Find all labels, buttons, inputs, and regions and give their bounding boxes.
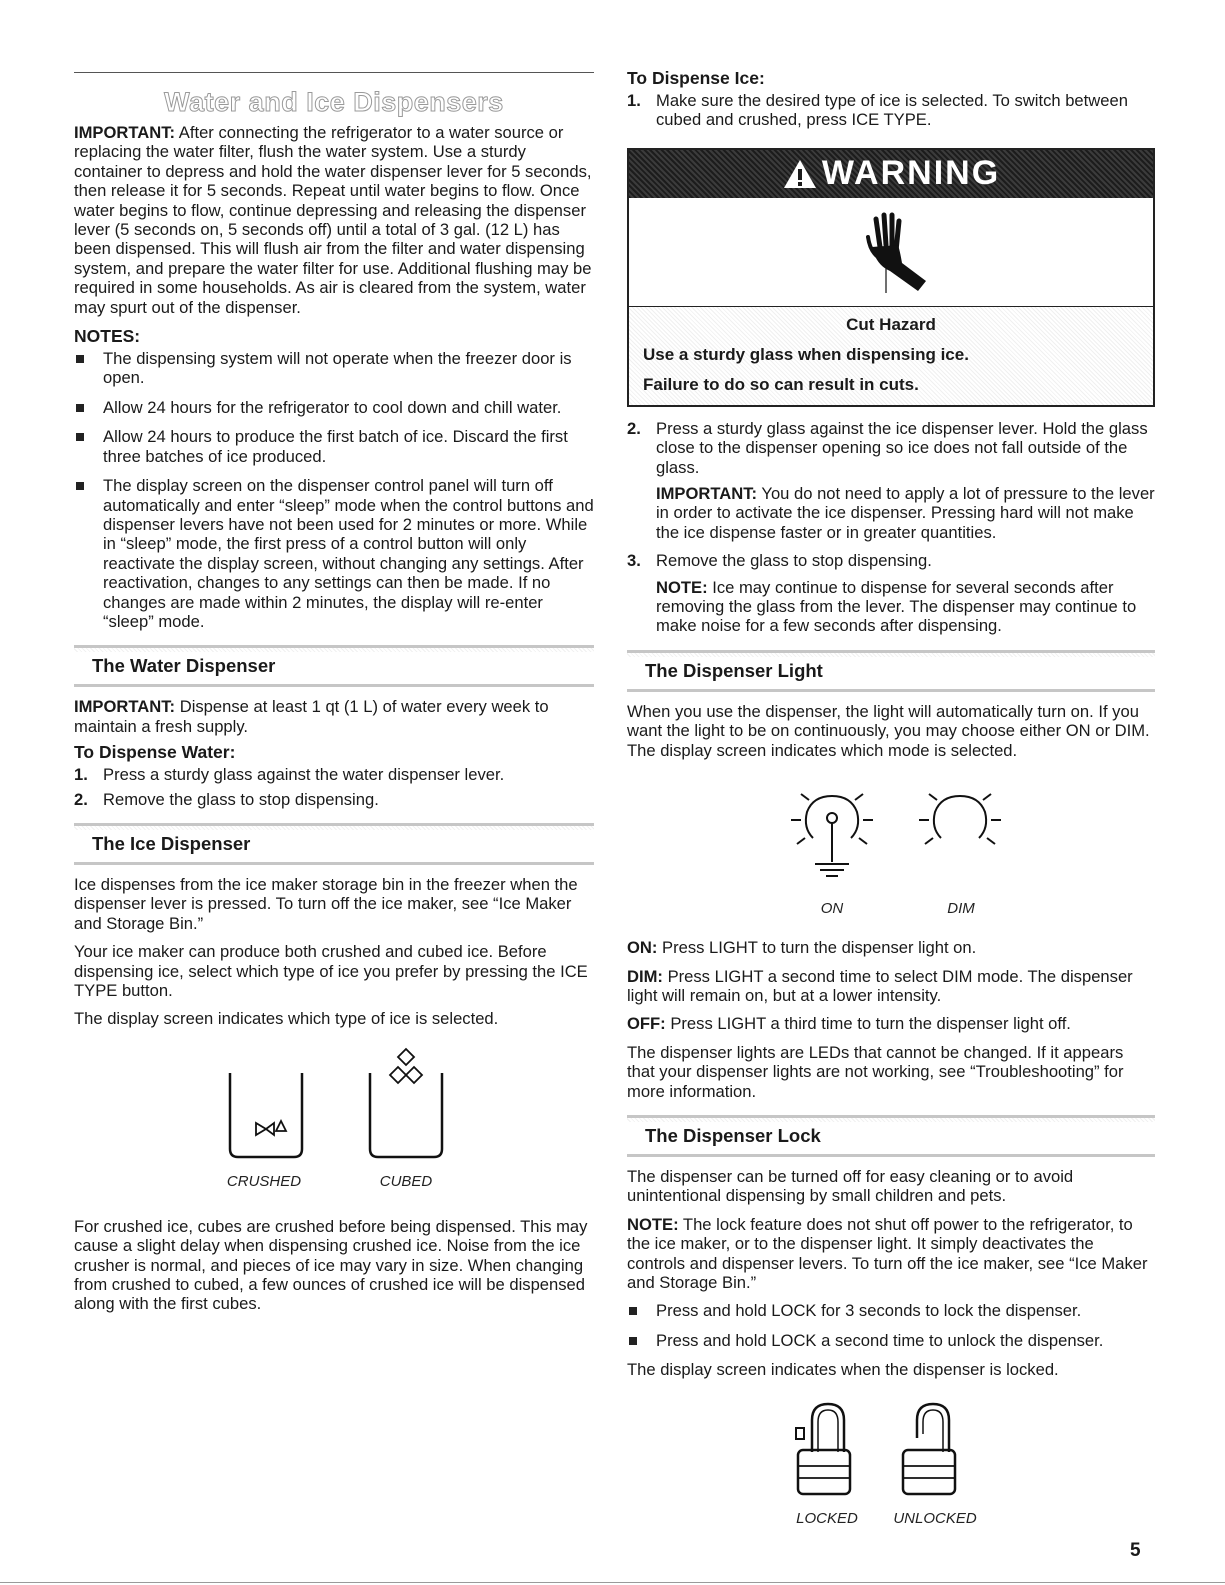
light-paragraph-1: When you use the dispenser, the light will automatically turn on. If you want the light to be on continuously, you may choose either ON or DIM. The display screen indicates which mode is selected. [627,701,1150,760]
list-item: The display screen on the dispenser control panel will turn off automatically and enter “sleep” mode when the control buttons and dispenser levers have not been used for 2 minutes or more. While in “sleep” mode, the first press of a control button will only reactivate the display screen, without changing any settings. After reactivation, changes to any settings can then be made. If no changes are made within 2 minutes, the display will re-enter “sleep” mode. [74,476,594,631]
section-heading-lock: The Dispenser Lock [627,1115,1155,1157]
warning-box [627,148,1155,407]
list-item: Press and hold LOCK for 3 seconds to lock the dispenser. [627,1301,1155,1320]
warning-line-1: Use a sturdy glass when dispensing ice. [643,344,969,364]
intro-paragraph: IMPORTANT: After connecting the refrigerator to a water source or replacing the water filter, flush the water system. Use a sturdy container to depress and hold the water dispenser lever for 5 seconds, then release it for 5 seconds. Repeat until water begins to flow. Once water begins to flow, continue depressing and releasing the dispenser lever (5 seconds on, 5 seconds off) until a total of 3 gal. (12 L) has been dispensed. This will flush air from the filter and water dispensing system, and prepare the water filter for use. Additional flushing may be required in some households. As air is cleared from the system, water may spurt out of the dispenser. [74,123,592,317]
step-2-text: Press a sturdy glass against the ice dispenser lever. Hold the glass close to the dispenser opening so ice does not fall outside of the glass. [656,418,1148,477]
ice-paragraph-1: Ice dispenses from the ice maker storage bin in the freezer when the dispenser lever is pressed. To turn off the ice maker, see “Ice Maker and Storage Bin.” [74,874,578,933]
light-dim-text: DIM: Press LIGHT a second time to select DIM mode. The dispenser light will remain on, but at a lower intensity. [627,966,1133,1005]
light-mode-figure [627,772,1155,932]
cubed-ice-icon [364,1045,448,1165]
light-led-text: The dispenser lights are LEDs that cannot be changed. If it appears that your dispenser lights are not working, see “Troubleshooting” for more information. [627,1042,1124,1101]
list-item: 2. Remove the glass to stop dispensing. [74,789,379,809]
lock-figure [627,1388,1155,1538]
ice-step-1 [627,91,1155,130]
warning-text [629,307,1153,405]
list-item: The dispensing system will not operate when the freezer door is open. [74,349,594,388]
ice-paragraph-4: For crushed ice, cubes are crushed before being dispensed. This may cause a slight delay when dispensing crushed ice. Noise from the ice crusher is normal, and pieces of ice may vary in size. When changing from crushed to cubed, a few ounces of crushed ice will be dispensed along with the first cubes. [74,1216,588,1314]
top-rule [74,72,594,73]
section-heading-ice: The Ice Dispenser [74,823,594,865]
dispense-ice-heading: To Dispense Ice: [627,68,765,88]
warning-triangle-icon [782,158,818,190]
warning-header [629,150,1153,198]
page-title: Water and Ice Dispensers [164,87,504,117]
warning-line-2: Failure to do so can result in cuts. [643,374,919,394]
lock-open-icon [897,1398,967,1508]
list-item: 3. Remove the glass to stop dispensing. NOTE: Ice may continue to dispense for several seconds after removing the glass from the lever. The dispenser may continue to make noise for a few seconds after dispensing. [627,551,1155,636]
light-dim-icon [915,776,1005,886]
warning-hazard: Cut Hazard [846,314,936,334]
list-item: 1. Make sure the desired type of ice is selected. To switch between cubed and crushed, press ICE TYPE. [627,91,1128,130]
lock-bullets [627,1301,1155,1350]
list-item: Allow 24 hours for the refrigerator to cool down and chill water. [74,398,594,417]
step-3-text: Remove the glass to stop dispensing. [656,551,932,571]
light-on-text: ON: Press LIGHT to turn the dispenser light on. [627,938,977,958]
right-column [627,68,1155,1538]
section-heading-water: The Water Dispenser [74,645,594,687]
list-item: Allow 24 hours to produce the first batch of ice. Discard the first three batches of ice produced. [74,427,594,466]
cut-hand-icon [846,207,936,297]
ice-steps-2-3 [627,419,1155,636]
lock-paragraph-2: The display screen indicates when the dispenser is locked. [627,1360,1059,1380]
lock-note: NOTE: The lock feature does not shut off power to the refrigerator, to the ice maker, or to the dispenser light. It simply deactivates the controls and dispenser levers. To turn off the ice maker, see “Ice Maker and Storage Bin.” [627,1214,1148,1292]
caption-locked: LOCKED [796,1509,858,1527]
caption-cubed: CUBED [379,1172,433,1190]
caption-unlocked: UNLOCKED [893,1509,977,1527]
ice-paragraph-2: Your ice maker can produce both crushed and cubed ice. Before dispensing ice, select which type of ice you prefer by pressing the ICE TYPE button. [74,942,588,1000]
list-item: 2. Press a sturdy glass against the ice dispenser lever. Hold the glass close to the dispenser opening so ice does not fall outside of the glass. IMPORTANT: You do not need to apply a lot of pressure to the lever in order to activate the ice dispenser. Pressing hard will not make the ice dispense faster or in greater quantities. [627,418,1155,542]
caption-on: ON [820,900,844,918]
crushed-ice-icon [226,1053,306,1165]
water-important: IMPORTANT: Dispense at least 1 qt (1 L) of water every week to maintain a fresh supply. [74,697,549,736]
bottom-rule [0,1582,1225,1583]
left-column [74,62,594,1314]
warning-icon-area [629,198,1153,307]
ice-paragraph-3: The display screen indicates which type of ice is selected. [74,1009,499,1029]
lock-paragraph-1: The dispenser can be turned off for easy cleaning or to avoid unintentional dispensing by small children and pets. [627,1166,1074,1206]
lock-closed-icon [792,1398,862,1508]
caption-crushed: CRUSHED [226,1172,302,1190]
step-2-important: IMPORTANT: You do not need to apply a lot of pressure to the lever in order to activate the ice dispenser. Pressing hard will not make the ice dispense faster or in greater quantities. [656,484,1155,542]
water-steps [74,765,594,809]
caption-dim: DIM [947,900,975,918]
notes-list [74,349,594,631]
section-heading-light: The Dispenser Light [627,650,1155,692]
notes-heading: NOTES: [74,326,141,347]
warning-title: WARNING [821,154,1001,193]
dispense-water-heading: To Dispense Water: [74,742,236,763]
step-3-note: NOTE: Ice may continue to dispense for several seconds after removing the glass from the lever. The dispenser may continue to make noise for a few seconds after dispensing. [656,577,1137,636]
list-item: 1. Press a sturdy glass against the water dispenser lever. [74,765,505,785]
ice-type-figure [74,1045,594,1205]
light-on-icon [787,776,877,886]
light-off-text: OFF: Press LIGHT a third time to turn the dispenser light off. [627,1014,1071,1034]
page-number: 5 [1130,1540,1141,1561]
list-item: Press and hold LOCK a second time to unlock the dispenser. [627,1331,1155,1350]
